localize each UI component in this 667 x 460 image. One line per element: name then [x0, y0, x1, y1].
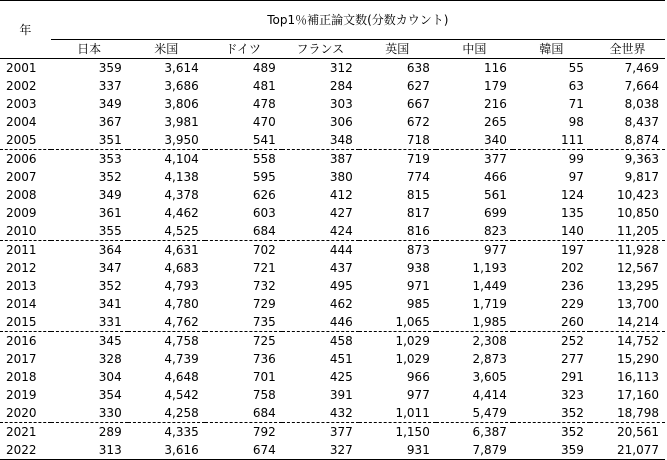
value-cell: 674 [205, 441, 282, 460]
table-row [0, 222, 665, 241]
value-cell: 2,308 [472, 334, 507, 348]
value-cell: 3,616 [128, 441, 205, 460]
year-cell: 2022 [0, 441, 51, 460]
value-cell: 4,414 [472, 388, 507, 402]
year-cell: 2021 [6, 425, 37, 439]
value-cell: 732 [252, 279, 276, 293]
value-cell: 638 [406, 61, 430, 75]
value-cell: 817 [406, 206, 430, 220]
value-cell: 260 [513, 313, 590, 332]
value-cell: 971 [406, 279, 430, 293]
value-cell: 1,193 [472, 261, 507, 275]
value-cell: 4,631 [164, 243, 199, 257]
value-cell: 289 [98, 425, 122, 439]
year-cell: 2010 [0, 222, 51, 241]
value-cell: 16,113 [617, 370, 659, 384]
value-cell: 1,011 [359, 404, 436, 423]
value-cell: 977 [483, 243, 507, 257]
value-cell: 229 [560, 297, 584, 311]
value-cell: 561 [483, 188, 507, 202]
value-cell: 792 [252, 425, 276, 439]
year-cell: 2005 [0, 131, 51, 150]
value-cell: 111 [513, 131, 590, 150]
year-cell: 2009 [6, 206, 37, 220]
value-cell: 4,104 [164, 152, 199, 166]
value-cell: 349 [98, 188, 122, 202]
value-cell: 701 [252, 370, 276, 384]
table-row [0, 186, 665, 204]
value-cell: 63 [568, 79, 584, 93]
value-cell: 1,719 [472, 297, 507, 311]
value-cell: 432 [282, 404, 359, 423]
value-cell: 10,423 [617, 188, 659, 202]
value-cell: 20,561 [617, 425, 659, 439]
column-header: フランス [282, 40, 359, 59]
value-cell: 312 [329, 61, 353, 75]
value-cell: 330 [51, 404, 128, 423]
value-cell: 667 [406, 97, 430, 111]
table-row [0, 295, 665, 313]
value-cell: 337 [98, 79, 122, 93]
value-cell: 719 [406, 152, 430, 166]
value-cell: 116 [483, 61, 507, 75]
value-cell: 4,780 [164, 297, 199, 311]
table-row [0, 332, 665, 351]
year-cell: 2013 [6, 279, 37, 293]
value-cell: 4,739 [164, 352, 199, 366]
value-cell: 304 [98, 370, 122, 384]
year-cell: 2002 [6, 79, 37, 93]
year-cell: 2001 [6, 61, 37, 75]
value-cell: 313 [51, 441, 128, 460]
value-cell: 7,879 [436, 441, 513, 460]
value-cell: 437 [329, 261, 353, 275]
value-cell: 216 [483, 97, 507, 111]
year-cell: 2018 [6, 370, 37, 384]
table-row [0, 95, 665, 113]
value-cell: 265 [483, 115, 507, 129]
value-cell: 412 [329, 188, 353, 202]
table-row [0, 168, 665, 186]
table-body [0, 59, 665, 460]
value-cell: 277 [560, 352, 584, 366]
value-cell: 977 [406, 388, 430, 402]
year-cell: 2003 [6, 97, 37, 111]
value-cell: 3,981 [164, 115, 199, 129]
value-cell: 758 [252, 388, 276, 402]
value-cell: 197 [560, 243, 584, 257]
value-cell: 14,752 [617, 334, 659, 348]
value-cell: 359 [98, 61, 122, 75]
value-cell: 736 [252, 352, 276, 366]
value-cell: 179 [483, 79, 507, 93]
value-cell: 7,469 [624, 61, 659, 75]
value-cell: 5,479 [436, 404, 513, 423]
value-cell: 4,462 [164, 206, 199, 220]
value-cell: 729 [252, 297, 276, 311]
value-cell: 4,648 [164, 370, 199, 384]
value-cell: 202 [560, 261, 584, 275]
value-cell: 1,029 [395, 334, 430, 348]
value-cell: 8,437 [624, 115, 659, 129]
value-cell: 595 [252, 170, 276, 184]
value-cell: 4,258 [128, 404, 205, 423]
value-cell: 4,525 [128, 222, 205, 241]
value-cell: 4,335 [164, 425, 199, 439]
value-cell: 774 [406, 170, 430, 184]
year-cell: 2017 [6, 352, 37, 366]
table-row [0, 259, 665, 277]
year-cell: 2006 [6, 152, 37, 166]
value-cell: 985 [406, 297, 430, 311]
value-cell: 55 [568, 61, 584, 75]
value-cell: 13,295 [617, 279, 659, 293]
value-cell: 328 [98, 352, 122, 366]
value-cell: 873 [406, 243, 430, 257]
value-cell: 359 [513, 441, 590, 460]
value-cell: 966 [406, 370, 430, 384]
year-cell: 2019 [6, 388, 37, 402]
value-cell: 8,874 [590, 131, 665, 150]
value-cell: 9,363 [624, 152, 659, 166]
value-cell: 361 [98, 206, 122, 220]
value-cell: 97 [568, 170, 584, 184]
column-header: 英国 [359, 40, 436, 59]
table-row [0, 404, 665, 423]
value-cell: 444 [329, 243, 353, 257]
year-cell: 2004 [6, 115, 37, 129]
value-cell: 478 [252, 97, 276, 111]
value-cell: 353 [98, 152, 122, 166]
value-cell: 71 [568, 97, 584, 111]
table-row [0, 113, 665, 131]
table-row [0, 77, 665, 95]
value-cell: 451 [329, 352, 353, 366]
value-cell: 4,762 [128, 313, 205, 332]
value-cell: 99 [568, 152, 584, 166]
value-cell: 14,214 [590, 313, 665, 332]
value-cell: 816 [359, 222, 436, 241]
value-cell: 355 [51, 222, 128, 241]
year-cell: 2012 [6, 261, 37, 275]
value-cell: 1,029 [395, 352, 430, 366]
value-cell: 2,873 [472, 352, 507, 366]
column-header: 中国 [436, 40, 513, 59]
value-cell: 3,614 [164, 61, 199, 75]
value-cell: 354 [98, 388, 122, 402]
value-cell: 558 [252, 152, 276, 166]
table-row [0, 241, 665, 260]
value-cell: 3,686 [164, 79, 199, 93]
value-cell: 718 [359, 131, 436, 150]
value-cell: 340 [436, 131, 513, 150]
value-cell: 352 [513, 404, 590, 423]
value-cell: 15,290 [617, 352, 659, 366]
value-cell: 351 [51, 131, 128, 150]
value-cell: 446 [282, 313, 359, 332]
value-cell: 458 [329, 334, 353, 348]
value-cell: 377 [329, 425, 353, 439]
value-cell: 9,817 [624, 170, 659, 184]
value-cell: 823 [436, 222, 513, 241]
value-cell: 702 [252, 243, 276, 257]
value-cell: 3,806 [164, 97, 199, 111]
value-cell: 3,950 [128, 131, 205, 150]
value-cell: 1,449 [472, 279, 507, 293]
value-cell: 21,077 [590, 441, 665, 460]
year-cell: 2008 [6, 188, 37, 202]
value-cell: 387 [329, 152, 353, 166]
value-cell: 347 [98, 261, 122, 275]
value-cell: 377 [483, 152, 507, 166]
value-cell: 17,160 [617, 388, 659, 402]
value-cell: 462 [329, 297, 353, 311]
table-row [0, 423, 665, 442]
value-cell: 815 [406, 188, 430, 202]
value-cell: 291 [560, 370, 584, 384]
value-cell: 1,150 [395, 425, 430, 439]
value-cell: 306 [329, 115, 353, 129]
value-cell: 6,387 [472, 425, 507, 439]
value-cell: 327 [282, 441, 359, 460]
value-cell: 725 [252, 334, 276, 348]
value-cell: 466 [483, 170, 507, 184]
table-row [0, 204, 665, 222]
year-cell: 2007 [6, 170, 37, 184]
value-cell: 3,605 [472, 370, 507, 384]
value-cell: 11,928 [617, 243, 659, 257]
table-row [0, 368, 665, 386]
value-cell: 135 [560, 206, 584, 220]
value-cell: 4,138 [164, 170, 199, 184]
value-cell: 352 [98, 170, 122, 184]
table-row [0, 150, 665, 169]
value-cell: 13,700 [617, 297, 659, 311]
value-cell: 124 [560, 188, 584, 202]
value-cell: 352 [98, 279, 122, 293]
value-cell: 470 [252, 115, 276, 129]
value-cell: 603 [252, 206, 276, 220]
table-row [0, 313, 665, 332]
value-cell: 427 [329, 206, 353, 220]
column-header: 米国 [128, 40, 205, 59]
value-cell: 626 [252, 188, 276, 202]
value-cell: 18,798 [590, 404, 665, 423]
value-cell: 341 [98, 297, 122, 311]
value-cell: 140 [513, 222, 590, 241]
value-cell: 735 [205, 313, 282, 332]
value-cell: 481 [252, 79, 276, 93]
value-cell: 541 [205, 131, 282, 150]
value-cell: 345 [98, 334, 122, 348]
year-cell: 2014 [6, 297, 37, 311]
value-cell: 4,378 [164, 188, 199, 202]
value-cell: 4,542 [164, 388, 199, 402]
value-cell: 1,065 [359, 313, 436, 332]
table-row [0, 59, 665, 78]
table-row [0, 386, 665, 404]
value-cell: 348 [282, 131, 359, 150]
value-cell: 4,758 [164, 334, 199, 348]
value-cell: 323 [560, 388, 584, 402]
value-cell: 489 [252, 61, 276, 75]
value-cell: 627 [406, 79, 430, 93]
value-cell: 425 [329, 370, 353, 384]
year-cell: 2020 [0, 404, 51, 423]
value-cell: 380 [329, 170, 353, 184]
year-cell: 2016 [6, 334, 37, 348]
value-cell: 424 [282, 222, 359, 241]
value-cell: 352 [560, 425, 584, 439]
value-cell: 252 [560, 334, 584, 348]
column-header: ドイツ [205, 40, 282, 59]
value-cell: 4,683 [164, 261, 199, 275]
column-header: 日本 [51, 40, 128, 59]
value-cell: 495 [329, 279, 353, 293]
table-row [0, 441, 665, 460]
year-column-header: 年 [0, 1, 51, 59]
column-header-row [0, 40, 665, 59]
table-row [0, 131, 665, 150]
value-cell: 331 [51, 313, 128, 332]
value-cell: 98 [568, 115, 584, 129]
value-cell: 1,985 [436, 313, 513, 332]
value-cell: 938 [406, 261, 430, 275]
value-cell: 699 [483, 206, 507, 220]
column-header: 全世界 [590, 40, 665, 59]
value-cell: 236 [560, 279, 584, 293]
value-cell: 721 [252, 261, 276, 275]
value-cell: 12,567 [617, 261, 659, 275]
value-cell: 284 [329, 79, 353, 93]
table-row [0, 350, 665, 368]
value-cell: 8,038 [624, 97, 659, 111]
value-cell: 11,205 [590, 222, 665, 241]
value-cell: 391 [329, 388, 353, 402]
column-header: 韓国 [513, 40, 590, 59]
value-cell: 7,664 [624, 79, 659, 93]
value-cell: 4,793 [164, 279, 199, 293]
value-cell: 364 [98, 243, 122, 257]
value-cell: 303 [329, 97, 353, 111]
value-cell: 10,850 [617, 206, 659, 220]
year-cell: 2011 [6, 243, 37, 257]
value-cell: 684 [205, 222, 282, 241]
year-cell: 2015 [0, 313, 51, 332]
value-cell: 349 [98, 97, 122, 111]
group-header: Top1％補正論文数(分数カウント) [51, 1, 665, 40]
value-cell: 367 [98, 115, 122, 129]
table-row [0, 277, 665, 295]
value-cell: 684 [205, 404, 282, 423]
value-cell: 931 [359, 441, 436, 460]
value-cell: 672 [406, 115, 430, 129]
